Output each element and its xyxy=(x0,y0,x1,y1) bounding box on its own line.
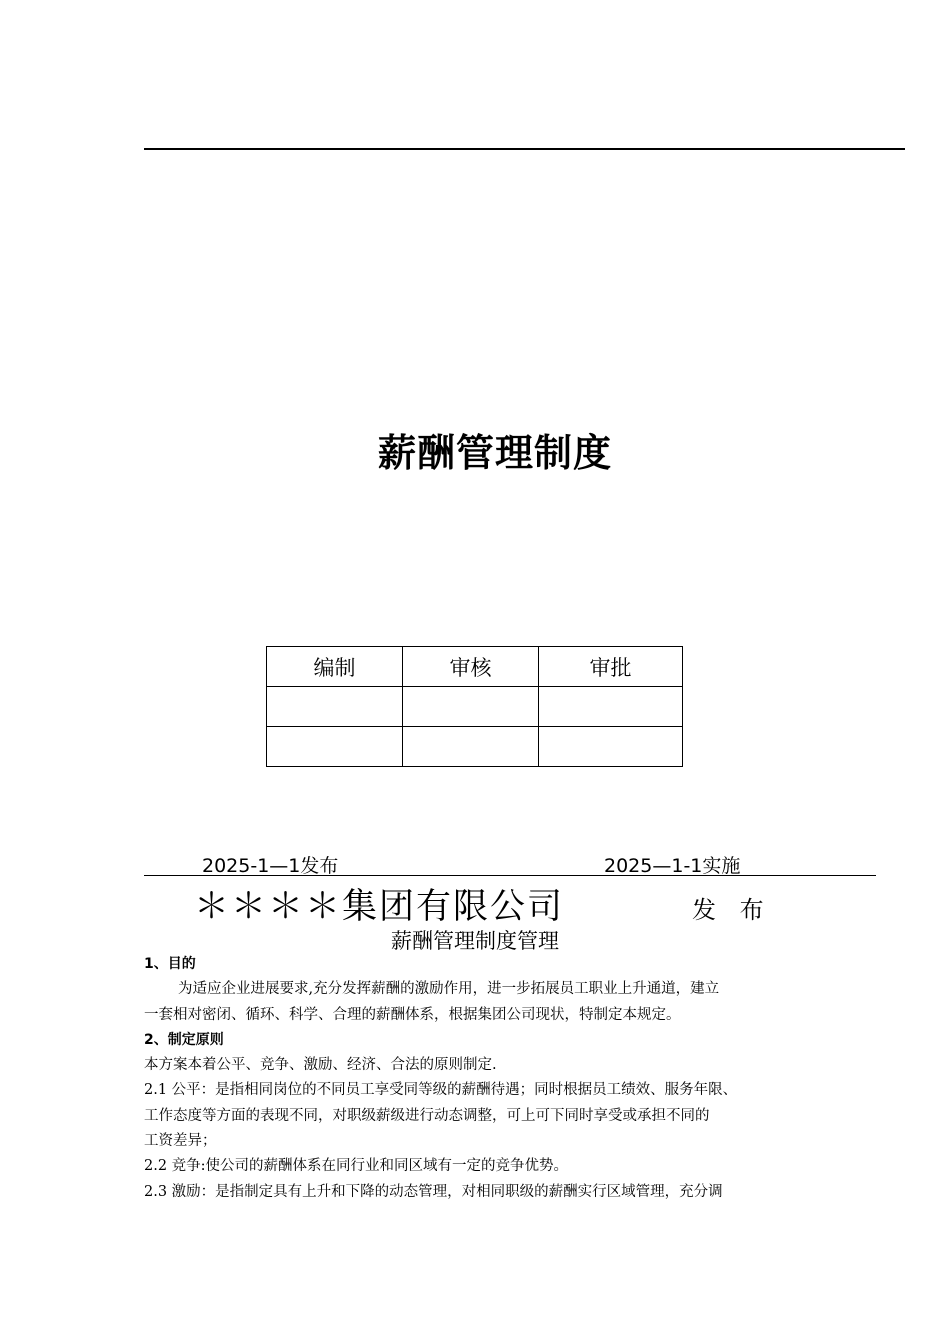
section-subtitle: 薪酬管理制度管理 xyxy=(391,929,559,953)
signature-table-row xyxy=(267,727,683,767)
table-cell xyxy=(403,727,539,767)
company-name: ＊＊＊＊集团有限公司 xyxy=(194,887,565,927)
table-cell xyxy=(539,687,683,727)
table-cell xyxy=(267,687,403,727)
paragraph-line: 工作态度等方面的表现不同，对职级薪级进行动态调整，可上可下同时享受或承担不同的 xyxy=(144,1107,710,1124)
paragraph-line: 2.1 公平：是指相同岗位的不同员工享受同等级的薪酬待遇；同时根据员工绩效、服务年限、 xyxy=(144,1082,738,1099)
body-text xyxy=(144,952,824,1205)
paragraph-line: 一套相对密闭、循环、科学、合理的薪酬体系，根据集团公司现状，特制定本规定。 xyxy=(144,1006,681,1023)
paragraph-line: 2.3 激励：是指制定具有上升和下降的动态管理，对相同职级的薪酬实行区域管理，充分调 xyxy=(144,1183,723,1200)
signature-table xyxy=(266,646,683,767)
publish-date: 2025-1—1发布 xyxy=(202,855,339,877)
paragraph-line: 工资差异； xyxy=(144,1133,217,1150)
header-cell-review: 审核 xyxy=(403,647,539,687)
bottom-divider xyxy=(144,875,876,876)
paragraph-line: 本方案本着公平、竞争、激励、经济、合法的原则制定. xyxy=(144,1057,497,1074)
table-cell xyxy=(539,727,683,767)
table-cell xyxy=(403,687,539,727)
top-divider xyxy=(144,148,905,150)
heading-principles: 2、制定原则 xyxy=(144,1031,224,1048)
document-title: 薪酬管理制度 xyxy=(377,431,612,475)
table-cell xyxy=(267,727,403,767)
signature-table-row xyxy=(267,687,683,727)
header-cell-compile: 编制 xyxy=(267,647,403,687)
signature-table-header-row xyxy=(267,647,683,687)
heading-purpose: 1、目的 xyxy=(144,956,196,972)
publish-label: 发 布 xyxy=(692,896,772,924)
header-cell-approve: 审批 xyxy=(539,647,683,687)
effective-date: 2025—1-1实施 xyxy=(604,855,741,877)
paragraph-line: 2.2 竞争:使公司的薪酬体系在同行业和同区域有一定的竞争优势。 xyxy=(144,1158,569,1175)
paragraph-line: 为适应企业进展要求,充分发挥薪酬的激励作用，进一步拓展员工职业上升通道，建立 xyxy=(178,981,720,998)
